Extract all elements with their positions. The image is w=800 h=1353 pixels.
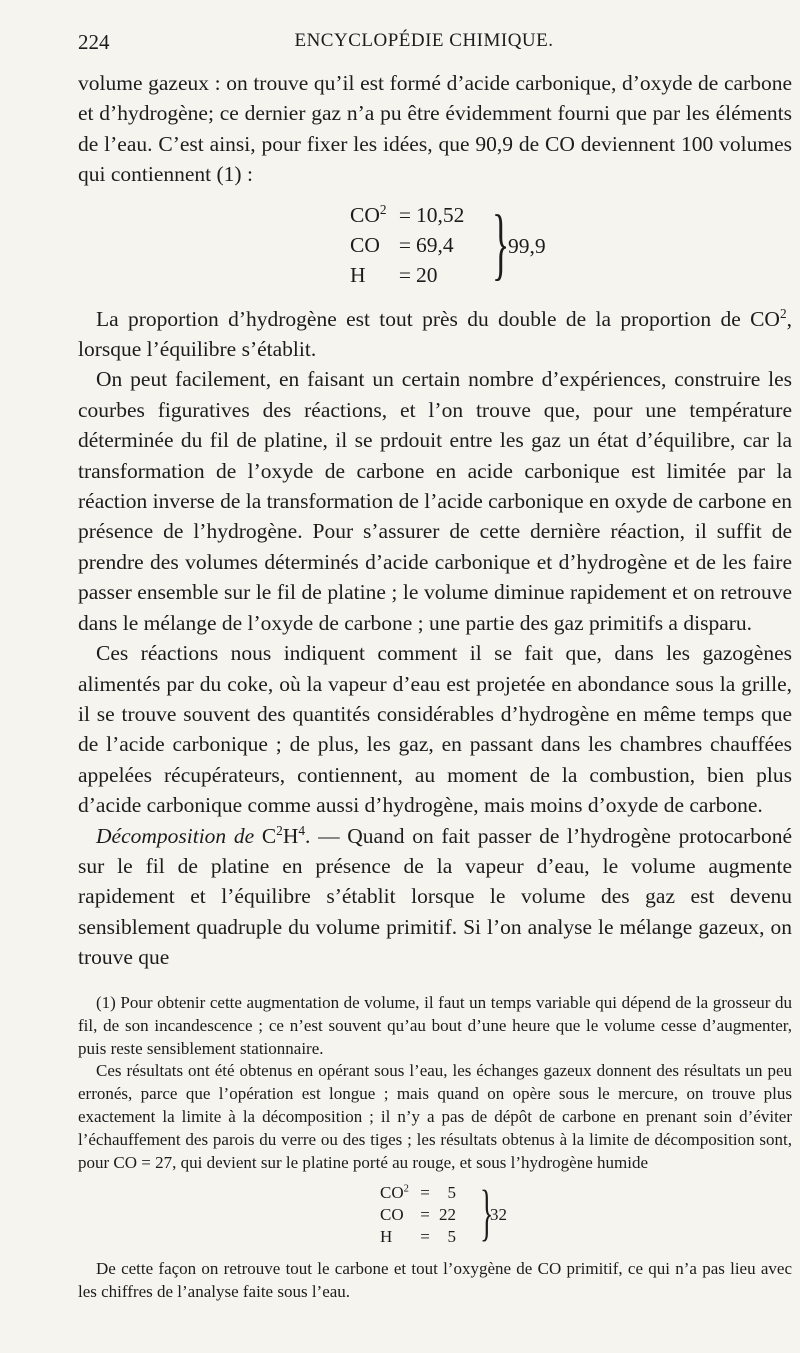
footnote: Ces résultats ont été obtenus en opérant sous l’eau, les échanges gazeux donnent des résultats un peu erronés, parce que l’opération est longue ; mais quand on opère sous le mercure, on trouve plus exactement la limite à la décomposition ; il n’y a pas de dépôt de carbone en prenant soin d’éviter l’échauffement des parois du verre ou des tiges ; les résultats obtenus à la limite de décomposition sont, pour CO = 27, qui devient sur le platine porté au rouge, et sous l’hydrogène humide	[78, 1061, 792, 1172]
section-title: Décomposition de	[96, 823, 255, 848]
footnote-formula	[78, 1180, 792, 1252]
formula-total: 99,9	[508, 233, 546, 258]
gas-composition-formula	[78, 198, 792, 294]
formula-row	[350, 230, 454, 260]
formula-base: CO	[350, 232, 380, 257]
section-paragraph	[78, 821, 792, 973]
paragraph	[78, 304, 792, 365]
running-title: ENCYCLOPÉDIE CHIMIQUE.	[294, 30, 554, 51]
footnotes	[78, 992, 792, 1304]
formula-base: H	[350, 262, 366, 287]
footnote: (1) Pour obtenir cette augmentation de volume, il faut un temps variable qui dépend de la grosseur du fil, de son incandescence ; ce n’est souvent qu’au bout d’une heure que le volume cesse d’augmenter, puis reste sensiblement stationnaire.	[78, 993, 792, 1058]
formula-value: 69,4	[416, 232, 454, 257]
page-header	[78, 30, 770, 60]
formula-eq: =	[398, 262, 412, 287]
formula-eq: =	[398, 232, 412, 257]
formula-total: 32	[490, 1205, 507, 1225]
formula-row: H = 5	[380, 1227, 456, 1247]
paragraph: On peut facilement, en faisant un certain nombre d’expériences, construire les courbes figuratives des réactions, et l’on trouve que, pour une température déterminée du fil de platine, il se prdouit entre les gaz un état d’équilibre, car la transformation de l’oxyde de carbone en acide carbonique est limitée par la réaction inverse de la transformation de l’acide carbonique en oxyde de carbone en présence de l’hydrogène. Pour s’assurer de cette dernière réaction, il suffit de prendre des volumes déterminés d’acide carbonique et d’hydrogène et de les faire passer ensemble sur le fil de platine ; le volume diminue rapidement et on retrouve dans le mélange de l’oxyde de carbone ; une partie des gaz primitifs a disparu.	[78, 367, 792, 635]
main-text	[78, 68, 792, 973]
formula-row: $CO^2 = 5$	[380, 1183, 456, 1203]
brace-glyph: }	[492, 199, 510, 288]
footnote: De cette façon on retrouve tout le carbone et tout l’oxygène de CO primitif, ce qui n’a pas lieu avec les chiffres de l’analyse faite sous l’eau.	[78, 1259, 792, 1302]
formula-sup: 2	[379, 201, 387, 217]
paragraph-text: La proportion d’hydrogène est tout près du double de la proportion de CO	[96, 306, 780, 331]
formula-value: 10,52	[416, 202, 465, 227]
paragraph: volume gazeux : on trouve qu’il est formé d’acide carbonique, d’oxyde de carbone et d’hydrogène; ce dernier gaz n’a pu être évidemment fourni que par les éléments de l’eau. C’est ainsi, pour fixer les idées, que 90,9 de CO deviennent 100 volumes qui contiennent (1) :	[78, 71, 792, 187]
formula-row	[350, 260, 438, 290]
paragraph-sup: 2	[779, 305, 787, 321]
brace-glyph: }	[480, 1179, 494, 1248]
section-formula: $C^2H^4$	[261, 822, 306, 848]
paragraph-text: , lorsque l’équilibre s’établit.	[78, 306, 792, 362]
formula-base: CO	[350, 202, 380, 227]
page-number: 224	[78, 30, 110, 54]
section-text: . — Quand on fait passer de l’hydrogène protocarboné sur le fil de platine en présence de la vapeur d’eau, le volume augmente rapidement et l’équilibre s’établit lorsque le volume des gaz est devenu sensiblement quadruple du volume primitif. Si l’on analyse le mélange gazeux, on trouve que	[78, 823, 793, 970]
formula-row	[350, 200, 464, 230]
paragraph: Ces réactions nous indiquent comment il se fait que, dans les gazogènes alimentés par du coke, où la vapeur d’eau est projetée en abondance sous la grille, il se trouve souvent des quantités considérables d’hydrogène en même temps que de l’acide carbonique ; de plus, les gaz, en passant dans les chambres chauffées appelées récupérateurs, contiennent, au moment de la combustion, bien plus d’acide carbonique comme aussi d’hydrogène, mais moins d’oxyde de carbone.	[78, 641, 792, 818]
formula-eq: =	[398, 202, 412, 227]
formula-value: 20	[416, 262, 438, 287]
formula-row: CO = 22	[380, 1205, 456, 1225]
